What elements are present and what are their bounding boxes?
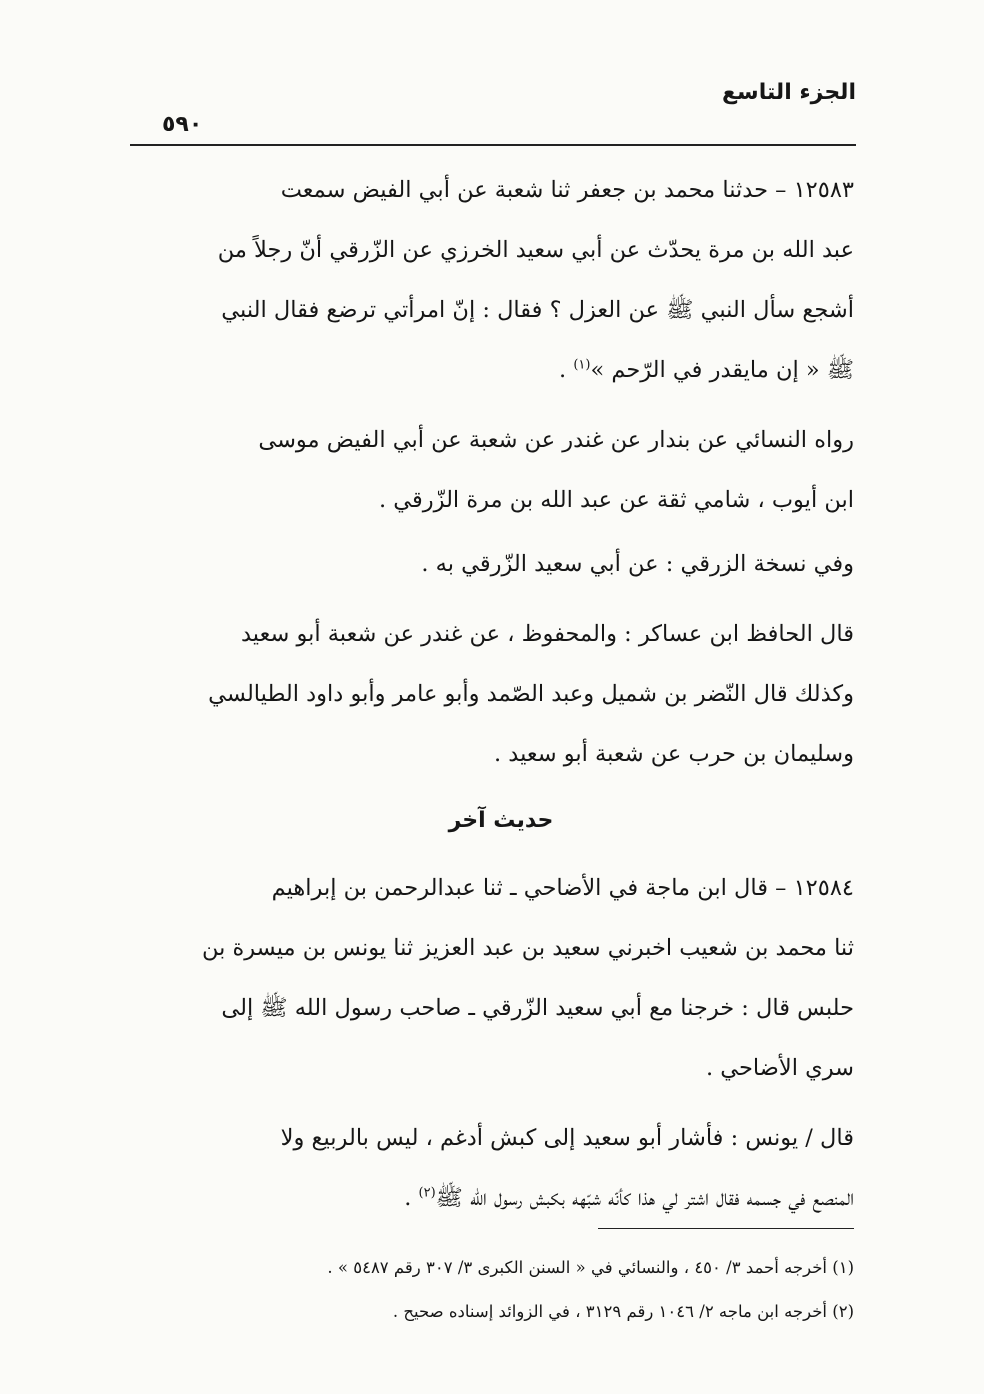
text-line: قال / يونس : فأشار أبو سعيد إلى كبش أدغم ، ليس بالربيع ولا xyxy=(280,1125,854,1151)
footnote-ref-2[interactable]: (٢) xyxy=(418,1185,436,1201)
text-line: عبد الله بن مرة يحدّث عن أبي سعيد الخرزي عن الزّرقي أنّ رجلاً من xyxy=(217,237,854,263)
sentence-end: . xyxy=(559,357,574,383)
text-line: ١٢٥٨٣ – حدثنا محمد بن جعفر ثنا شعبة عن أبي الفيض سمعت xyxy=(280,177,854,203)
text-line: وسليمان بن حرب عن شعبة أبو سعيد . xyxy=(493,741,854,767)
yunus-paragraph xyxy=(148,1108,854,1228)
footnote-ref-1[interactable]: (١) xyxy=(573,357,591,373)
footnote-2: (٢) أخرجه ابن ماجه ٢/ ١٠٤٦ رقم ٣١٢٩ ، في الزوائد إسناده صحيح . xyxy=(392,1302,854,1321)
text-line: حلبس قال : خرجنا مع أبي سعيد الزّرقي ـ صاحب رسول الله ﷺ إلى xyxy=(221,995,854,1021)
running-header-title: الجزء التاسع xyxy=(722,80,856,105)
footnote-1: (١) أخرجه أحمد ٣/ ٤٥٠ ، والنسائي في « السنن الكبرى ٣/ ٣٠٧ رقم ٥٤٨٧ » . xyxy=(327,1258,854,1277)
text-line: سري الأضاحي . xyxy=(705,1055,854,1081)
variant-note-paragraph xyxy=(148,534,854,594)
hadith-12583-paragraph xyxy=(148,160,854,400)
section-heading: حديث آخر xyxy=(448,808,554,833)
ibn-asakir-paragraph xyxy=(148,604,854,784)
text-line: رواه النسائي عن بندار عن غندر عن شعبة عن أبي الفيض موسى xyxy=(258,427,854,453)
text-line: ﷺ « إن مايقدر في الرّحم » xyxy=(590,357,854,383)
text-line: قال الحافظ ابن عساكر : والمحفوظ ، عن غندر عن شعبة أبو سعيد xyxy=(240,621,854,647)
text-line: ١٢٥٨٤ – قال ابن ماجة في الأضاحي ـ ثنا عبدالرحمن بن إبراهيم xyxy=(271,875,854,901)
page-number: ٥٩٠ xyxy=(162,112,203,137)
text-line: أشجع سأل النبي ﷺ عن العزل ؟ فقال : إنّ امرأتي ترضع فقال النبي xyxy=(221,297,854,323)
text-line: ثنا محمد بن شعيب اخبرني سعيد بن عبد العزيز ثنا يونس بن ميسرة بن xyxy=(201,935,854,961)
hadith-12584-paragraph xyxy=(148,858,854,1098)
main-text xyxy=(148,160,854,1228)
text-line: ابن أيوب ، شامي ثقة عن عبد الله بن مرة الزّرقي . xyxy=(378,487,854,513)
sentence-end: . xyxy=(404,1185,419,1211)
text-line: وفي نسخة الزرقي : عن أبي سعيد الزّرقي به . xyxy=(421,551,854,577)
text-line: وكذلك قال النّضر بن شميل وعبد الصّمد وأبو عامر وأبو داود الطيالسي xyxy=(208,681,854,707)
header-rule xyxy=(130,144,856,146)
text-line: المنصع في جسمه فقال اشتر لي هذا كأنّه شبّهه بكبش رسول الله ﷺ xyxy=(435,1185,854,1211)
footnote-rule xyxy=(598,1228,854,1229)
footnotes xyxy=(148,1246,854,1334)
narration-paragraph xyxy=(148,410,854,530)
